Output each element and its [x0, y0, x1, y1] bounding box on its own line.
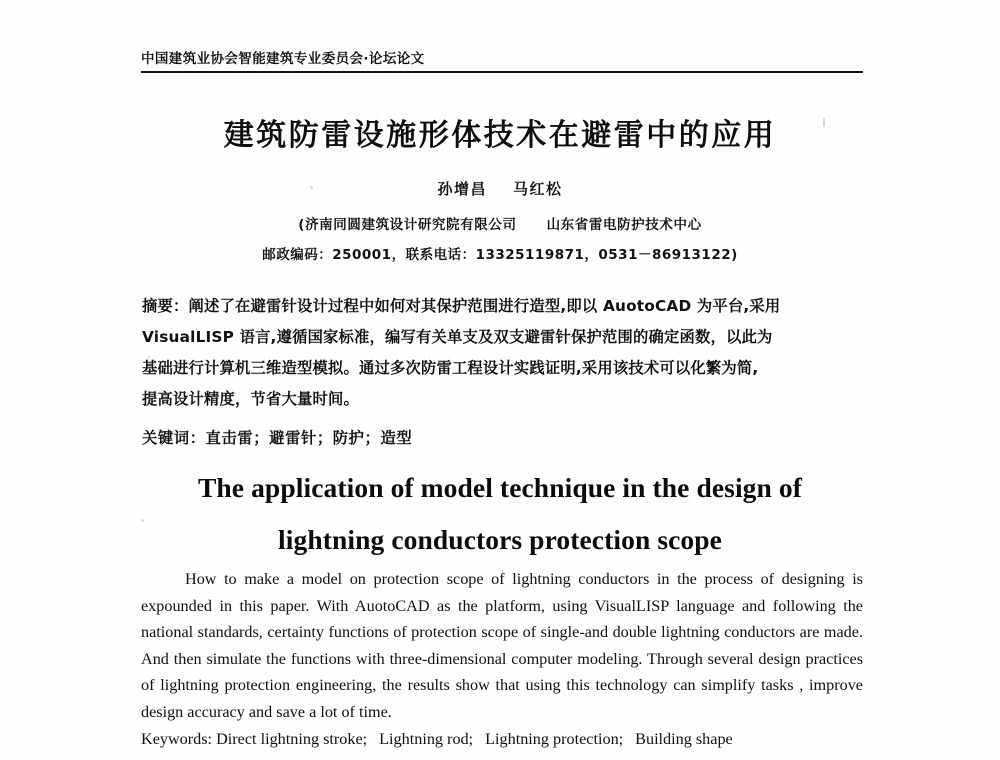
- keyword-english-1: Direct lightning stroke;: [216, 730, 368, 748]
- header-divider-rule: [141, 71, 863, 73]
- keywords-english-label: Keywords:: [141, 730, 213, 748]
- abstract-chinese-line-4: 提高设计精度，节省大量时间。: [142, 390, 359, 408]
- scan-speck: [141, 519, 144, 522]
- running-header: [141, 52, 863, 73]
- keyword-english-3: Lightning protection;: [485, 730, 624, 748]
- abstract-chinese-line-3: 基础进行计算机三维造型模拟。通过多次防雷工程设计实践证明,采用该技术可以化繁为简,: [142, 359, 759, 377]
- keywords-english: [141, 726, 881, 752]
- abstract-chinese-line-2: VisualLISP 语言,遵循国家标准，编写有关单支及双支避雷针保护范围的确定函数，以此为: [142, 328, 773, 346]
- title-english: [130, 462, 870, 566]
- title-english-line-2: lightning conductors protection scope: [278, 524, 722, 555]
- title-english-line-1: The application of model technique in the design of: [197, 472, 803, 503]
- affiliation-org-2: 山东省雷电防护技术中心: [546, 217, 702, 233]
- affiliation-line: [0, 213, 1000, 233]
- scan-speck: [823, 118, 825, 127]
- author-name-second: 马红松: [513, 180, 563, 198]
- page-title: 建筑防雷设施形体技术在避雷中的应用: [223, 118, 777, 153]
- keywords-chinese: 关键词：直击雷；避雷针；防护；造型: [142, 429, 413, 447]
- abstract-english: How to make a model on protection scope of lightning conductors in the process of designing is expounded in this paper. With AuotoCAD as the platform, using VisualLISP language and following the national standards, certainty functions of protection scope of single-and double lightning conductors are made. And then simulate the functions with three-dimensional computer modeling. Through several design practices of lightning protection engineering, the results show that using this technology can simplify tasks , improve design accuracy and save a lot of time.: [141, 570, 863, 721]
- keyword-english-4: Building shape: [635, 730, 733, 748]
- author-name-first: 孙增昌: [437, 180, 487, 198]
- abstract-chinese: [142, 291, 864, 415]
- scan-speck: [310, 186, 313, 189]
- abstract-chinese-line-1: 摘要：阐述了在避雷针设计过程中如何对其保护范围进行造型,即以 AuotoCAD 为平台,采用: [142, 297, 781, 315]
- author-list: [0, 178, 1000, 199]
- affiliation-contact-line: 邮政编码：250001，联系电话：13325119871，0531－86913122): [262, 247, 738, 263]
- affiliation-org-1: (济南同圆建筑设计研究院有限公司: [298, 217, 517, 233]
- keyword-english-2: Lightning rod;: [379, 730, 474, 748]
- scan-speck: [148, 356, 150, 358]
- running-header-text: 中国建筑业协会智能建筑专业委员会·论坛论文: [141, 51, 425, 67]
